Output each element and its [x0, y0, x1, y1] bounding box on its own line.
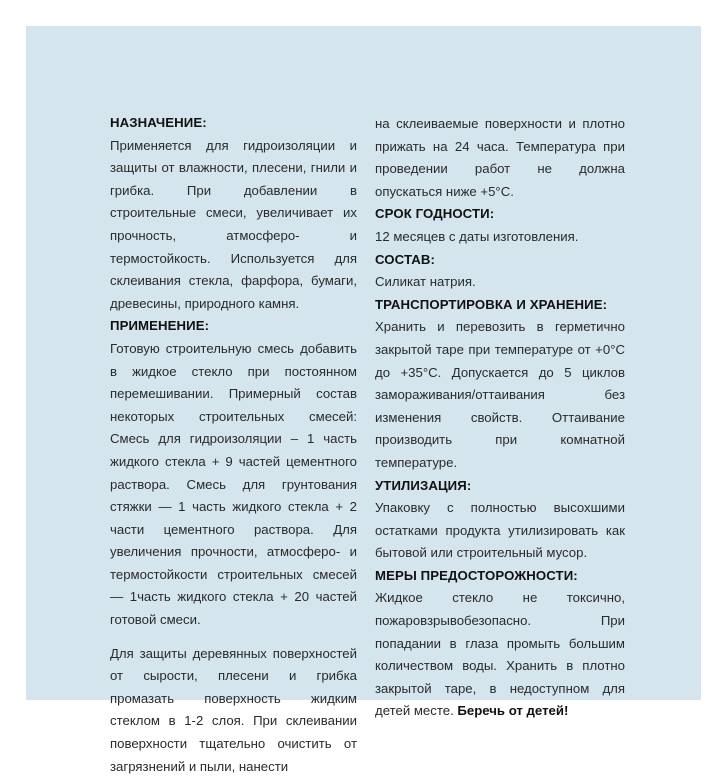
disposal-text: Упаковку с полностью высохшими остатками продукта утилизировать как бытовой или строительный мусор.	[375, 500, 625, 561]
usage-heading: ПРИМЕНЕНИЕ:	[110, 318, 210, 334]
transport-heading: ТРАНСПОРТИРОВКА И ХРАНЕНИЕ:	[375, 296, 608, 312]
usage-text-3: на склеиваемые поверхности и плотно прижать на 24 часа. Температура при проведении работ не должна опускаться ниже +5°С.	[375, 116, 625, 199]
transport-text: Хранить и перевозить в герметично закрытой таре при температуре от +0°С до +35°С. Допускается до 5 циклов замораживания/оттаивания без изменения свойств. Оттаивание производить при комнатной температуре.	[375, 319, 625, 470]
precautions-paragraph	[375, 587, 625, 723]
usage-text-1: Готовую строительную смесь добавить в жидкое стекло при постоянном перемешивании. Примерный состав некоторых строительных смесей: Смесь для гидроизоляции – 1 часть жидкого стекла + 9 частей цементного раствора. Смесь для грунтования стяжки — 1 часть жидкого стекла + 2 части цементного раствора. Для увеличения прочности, атмосферо- и термостойкости строительных смесей — 1часть жидкого стекла + 20 частей готовой смеси.	[110, 340, 357, 628]
disposal-heading: УТИЛИЗАЦИЯ:	[375, 477, 472, 493]
composition-heading: СОСТАВ:	[375, 251, 436, 267]
right-column	[375, 113, 625, 723]
precautions-heading: МЕРЫ ПРЕДОСТОРОЖНОСТИ:	[375, 567, 578, 583]
shelf-life-heading: СРОК ГОДНОСТИ:	[375, 206, 495, 222]
composition-text: Силикат натрия.	[375, 274, 476, 290]
left-column	[110, 112, 357, 778]
purpose-heading: НАЗНАЧЕНИЕ:	[110, 115, 207, 130]
purpose-text: Применяется для гидроизоляции и защиты от влажности, плесени, гнили и грибка. При добавлении в строительные смеси, увеличивает их прочность, атмосферо- и термостойкость. Используется для склеивания стекла, фарфора, бумаги, древесины, природного камня.	[110, 137, 357, 311]
precautions-text: Жидкое стекло не токсично, пожаровзрывобезопасно. При попадании в глаза промыть большим количеством воды. Хранить в плотно закрытой таре, в недоступном для детей месте.	[375, 590, 625, 719]
precautions-warning: Беречь от детей!	[457, 703, 569, 719]
shelf-life-text: 12 месяцев с даты изготовления.	[375, 228, 579, 244]
usage-text-2: Для защиты деревянных поверхностей от сырости, плесени и грибка промазать поверхность жидким стеклом в 1-2 слоя. При склеивании поверхности тщательно очистить от загрязнений и пыли, нанести	[110, 645, 357, 774]
